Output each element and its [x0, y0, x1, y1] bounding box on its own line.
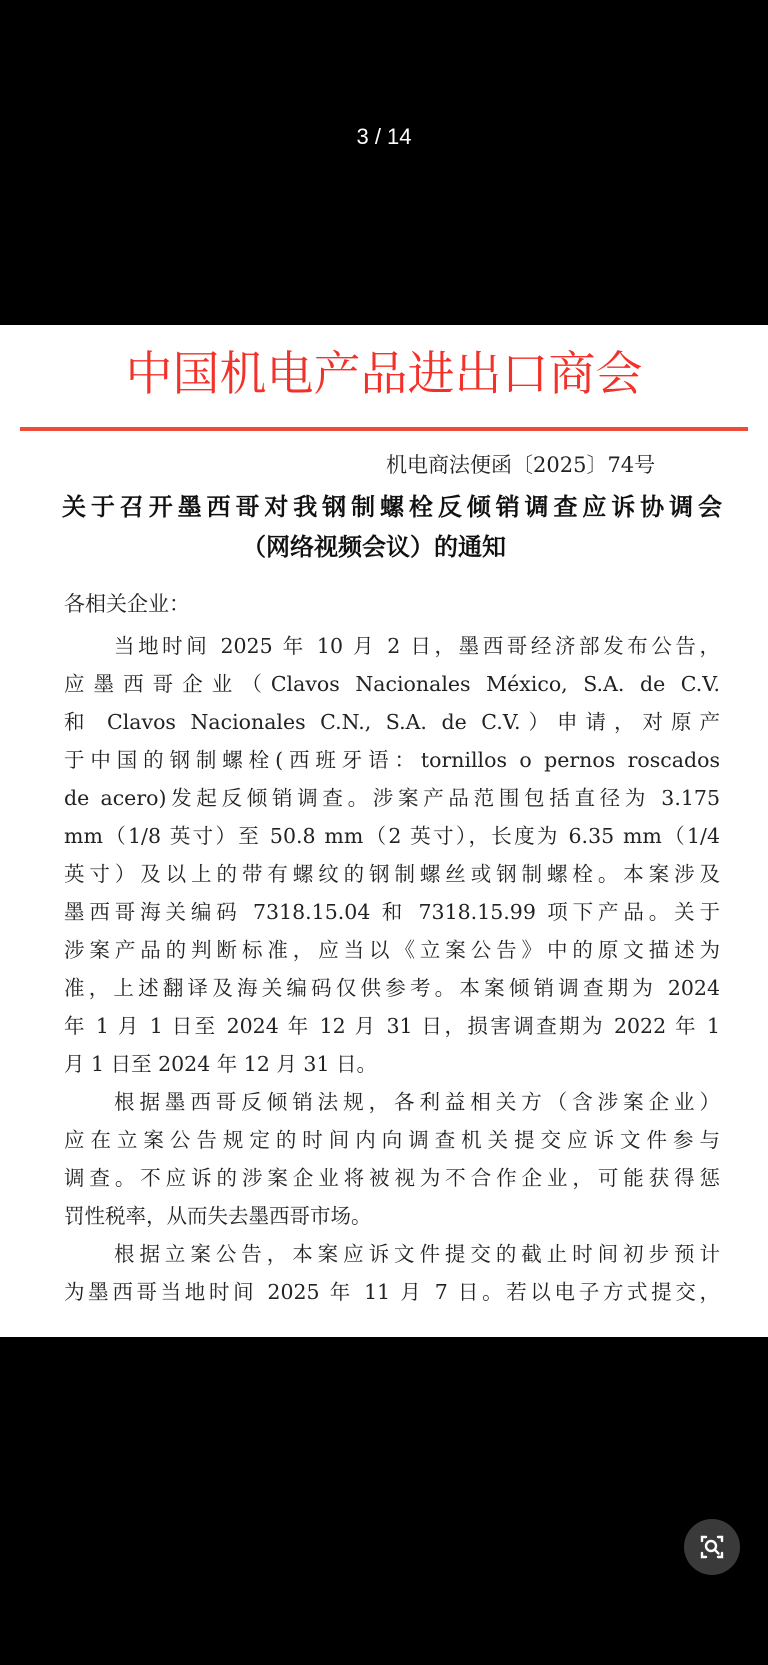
document-title-line-2: （网络视频会议）的通知	[242, 532, 506, 561]
body-line: 应墨西哥企业（Clavos Nacionales México, S.A. de C.V.	[64, 672, 720, 696]
body-line: 应在立案公告规定的时间内向调查机关提交应诉文件参与	[64, 1128, 720, 1152]
body-line: 年 1 月 1 日至 2024 年 12 月 31 日，损害调查期为 2022 年 1	[64, 1014, 720, 1038]
document-body	[64, 627, 720, 1311]
body-line: mm（1/8 英寸）至 50.8 mm（2 英寸），长度为 6.35 mm（1/4	[64, 824, 720, 848]
body-line: 月 1 日至 2024 年 12 月 31 日。	[64, 1052, 378, 1076]
body-line: 准，上述翻译及海关编码仅供参考。本案倾销调查期为 2024	[64, 976, 720, 1000]
body-line: 根据墨西哥反倾销法规，各利益相关方（含涉案企业）	[114, 1090, 720, 1114]
salutation: 各相关企业：	[64, 592, 190, 616]
visual-search-icon	[684, 1519, 740, 1575]
visual-search-button[interactable]	[684, 1519, 740, 1575]
document-number: 机电商法便函〔2025〕74号	[386, 453, 656, 477]
document-page[interactable]	[0, 325, 768, 1337]
body-line: 当地时间 2025 年 10 月 2 日，墨西哥经济部发布公告，	[114, 634, 720, 658]
letterhead-organization: 中国机电产品进出口商会	[125, 347, 643, 402]
body-line: 调查。不应诉的涉案企业将被视为不合作企业，可能获得惩	[64, 1166, 720, 1190]
body-line: de acero)发起反倾销调查。涉案产品范围包括直径为 3.175	[64, 786, 720, 810]
page-counter: 3 / 14	[356, 124, 412, 149]
body-line: 为墨西哥当地时间 2025 年 11 月 7 日。若以电子方式提交，	[64, 1280, 720, 1304]
document-title-line-1: 关于召开墨西哥对我钢制螺栓反倾销调查应诉协调会	[62, 492, 722, 521]
body-line: 英寸）及以上的带有螺纹的钢制螺丝或钢制螺栓。本案涉及	[64, 862, 720, 886]
body-line: 根据立案公告，本案应诉文件提交的截止时间初步预计	[114, 1242, 720, 1266]
body-line: 墨西哥海关编码 7318.15.04 和 7318.15.99 项下产品。关于	[64, 900, 720, 924]
body-line: 涉案产品的判断标准，应当以《立案公告》中的原文描述为	[64, 938, 720, 962]
body-line: 和 Clavos Nacionales C.N., S.A. de C.V.）申请，对原产	[64, 710, 720, 734]
letterhead-divider	[20, 427, 748, 431]
body-line: 于中国的钢制螺栓(西班牙语：tornillos o pernos roscados	[64, 748, 720, 772]
body-line: 罚性税率，从而失去墨西哥市场。	[64, 1204, 372, 1228]
